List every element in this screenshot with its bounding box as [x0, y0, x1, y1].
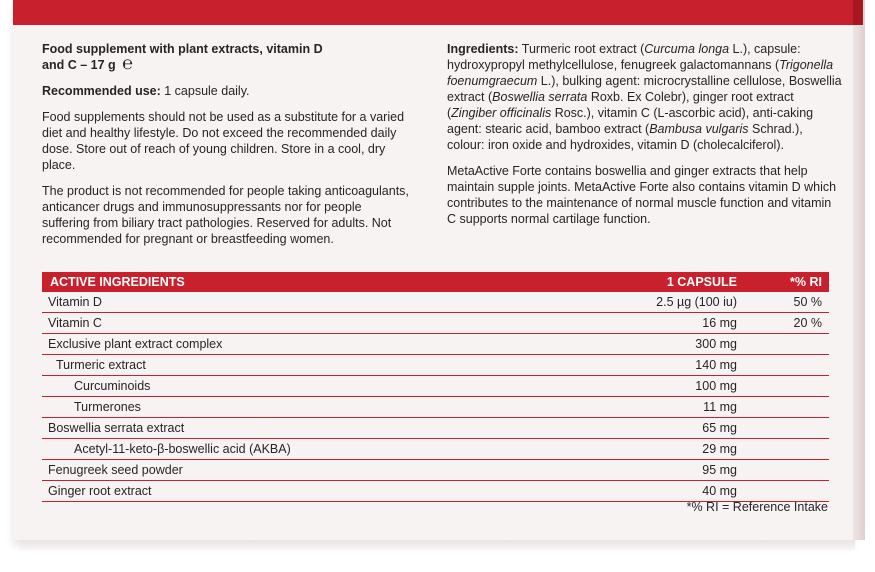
claims-paragraph: MetaActive Forte contains boswellia and ginger extracts that help maintain supple joints. MetaActive Forte also contains vitamin D which contributes to the maintenance of normal muscle function and vitamin C supports normal cartilage function.: [447, 164, 837, 226]
latin-name: Bambusa vulgaris: [649, 122, 749, 136]
row-capsule: 2.5 µg (100 iu): [656, 295, 737, 309]
row-name: Curcuminoids: [74, 379, 151, 393]
row-name: Boswellia serrata extract: [48, 421, 185, 435]
ingredients-text: Turmeric root extract (: [518, 42, 645, 56]
top-red-band-edge: [853, 0, 863, 25]
row-capsule: 300 mg: [695, 337, 737, 351]
row-name: Turmeric extract: [56, 358, 146, 372]
row-name: Exclusive plant extract complex: [48, 337, 223, 351]
ingredients-text: L.), bulking agent: microcrystalline cellulose, Boswellia extract (: [447, 74, 842, 104]
table-row: [42, 481, 829, 502]
row-capsule: 16 mg: [702, 316, 737, 330]
latin-name: Trigonella foenumgraecum: [447, 58, 834, 88]
ingredients-paragraph: [447, 41, 842, 153]
row-name: Ginger root extract: [48, 484, 152, 498]
right-column: [447, 41, 842, 237]
header-active-ingredients: ACTIVE INGREDIENTS: [50, 275, 185, 289]
table-row: [42, 439, 829, 460]
table-row: [42, 397, 829, 418]
recommended-use-label: Recommended use:: [42, 84, 161, 98]
recommended-use: [42, 83, 412, 99]
estimated-sign-icon: ℮: [122, 53, 133, 73]
header-ri: *% RI: [790, 275, 822, 289]
row-name: Turmerones: [74, 400, 141, 414]
row-capsule: 100 mg: [695, 379, 737, 393]
table-row: [42, 292, 829, 313]
table-row: [42, 334, 829, 355]
recommended-use-text: 1 capsule daily.: [160, 84, 250, 98]
ingredients-text: Rosc.), vitamin C (L-ascorbic acid), anti-caking agent: stearic acid, bamboo extract (: [447, 106, 814, 136]
row-capsule: 140 mg: [695, 358, 737, 372]
active-ingredients-table: [42, 272, 829, 502]
row-name: Vitamin D: [48, 295, 102, 309]
row-name: Fenugreek seed powder: [48, 463, 183, 477]
reference-intake-footnote: *% RI = Reference Intake: [686, 500, 828, 514]
table-row: [42, 355, 829, 376]
package-bottom-flap: [20, 540, 855, 550]
row-capsule: 65 mg: [702, 421, 737, 435]
row-capsule: 29 mg: [702, 442, 737, 456]
table-header: [42, 272, 829, 292]
latin-name: Zingiber officinalis: [451, 106, 552, 120]
row-ri: 20 %: [793, 316, 822, 330]
ingredients-text: Schrad.), colour: iron oxide and hydroxides, vitamin D (cholecalciferol).: [447, 122, 803, 152]
ingredients-text: Roxb. Ex Colebr), ginger root extract (: [447, 90, 794, 120]
table-row: [42, 376, 829, 397]
contraindication-paragraph: The product is not recommended for people taking anticoagulants, anticancer drugs and immunosuppressants nor for people suffering from biliary tract pathologies. Reserved for adults. Not recommended for pregnant or breastfeeding women.: [42, 184, 409, 246]
row-ri: 50 %: [793, 295, 822, 309]
product-title: [42, 41, 412, 73]
row-capsule: 40 mg: [702, 484, 737, 498]
row-name: Acetyl-11-keto-β-boswellic acid (AKBA): [74, 442, 291, 456]
latin-name: Curcuma longa: [644, 42, 730, 56]
title-line-1: Food supplement with plant extracts, vitamin D: [42, 42, 323, 56]
table-row: [42, 418, 829, 439]
left-column: [42, 41, 412, 257]
warning-paragraph: Food supplements should not be used as a substitute for a varied diet and healthy lifestyle. Do not exceed the recommended daily dose. Store out of reach of young children. Store in a cool, dry place.: [42, 110, 405, 172]
table-row: [42, 460, 829, 481]
row-capsule: 95 mg: [702, 463, 737, 477]
title-line-2: and C – 17 g: [42, 58, 116, 72]
latin-name: Boswellia serrata: [492, 90, 588, 104]
table-row: [42, 313, 829, 334]
package-side-edge: [853, 0, 865, 540]
ingredients-text: L.), capsule: hydroxypropyl methylcellulose, fenugreek galactomannans (: [447, 42, 801, 72]
row-capsule: 11 mg: [703, 400, 737, 414]
header-capsule: 1 CAPSULE: [666, 275, 737, 289]
ingredients-label: Ingredients:: [447, 42, 519, 56]
row-name: Vitamin C: [48, 316, 102, 330]
top-red-band: [13, 0, 856, 25]
